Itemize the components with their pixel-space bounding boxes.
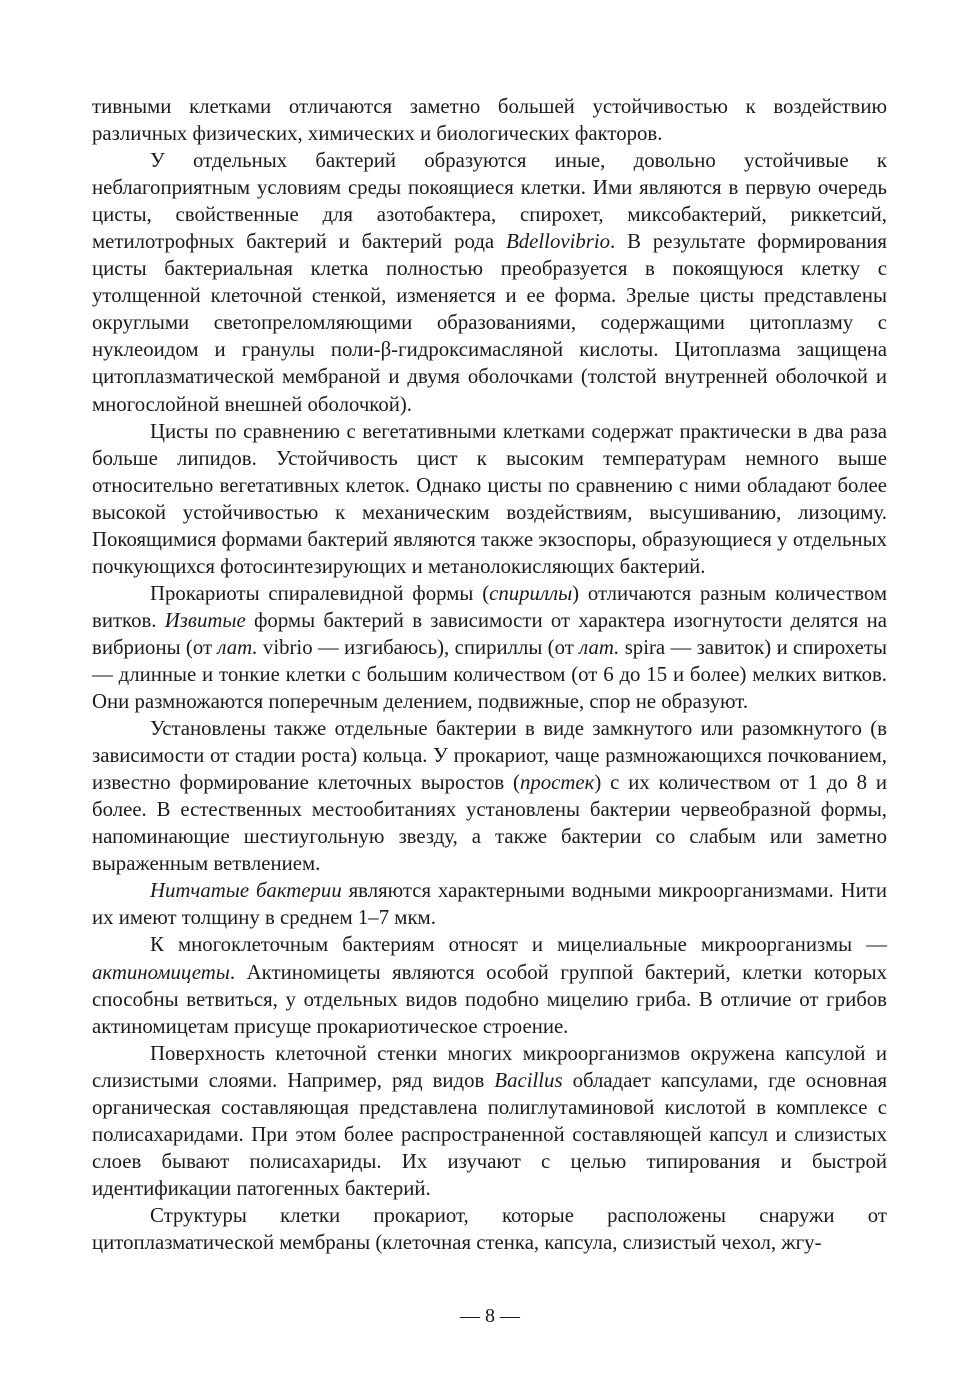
paragraph	[92, 877, 887, 931]
italic-term: Bdellovibrio	[506, 230, 611, 254]
text-run: Структуры клетки прокариот, которые расположены снаружи от цитоплазматической мембраны (клеточная стенка, капсула, слизистый чехол, жгу-	[92, 1203, 887, 1254]
paragraph	[92, 580, 887, 715]
text-run: обладает капсулами, где основная органическая составляющая представлена полиглутаминовой кислотой в комплексе с полисахаридами. При этом более распространенной составляющей капсул и слизистых слоев бывают полисахариды. Их изучают с целью типирования и быстрой идентификации патогенных бактерий.	[92, 1068, 888, 1200]
page-body	[92, 93, 887, 1256]
paragraph	[92, 931, 887, 1039]
italic-term: актиномицеты	[92, 960, 230, 984]
text-run: . Актиномицеты являются особой группой бактерий, клетки которых способны ветвиться, у отдельных видов подобно мицелию гриба. В отличие от грибов актиномицетам присуще прокариотическое строение.	[92, 960, 887, 1038]
text-run: Цисты по сравнению с вегетативными клетками содержат практически в два раза больше липидов. Устойчивость цист к высоким температурам немного выше относительно вегетативных клеток. Однако цисты по сравнению с ними обладают более высокой устойчивостью к механическим воздействиям, высушиванию, лизоциму. Покоящимися формами бактерий являются также экзоспоры, образующиеся у отдельных почкующихся фотосинтезирующих и метанолокисляющих бактерий.	[92, 419, 887, 578]
paragraph	[92, 93, 887, 147]
paragraph	[92, 715, 887, 877]
paragraph	[92, 1202, 887, 1256]
paragraph	[92, 418, 887, 580]
italic-term: лат.	[217, 635, 258, 659]
text-run: Поверхность клеточной стенки многих микроорганизмов окружена капсулой и слизистыми слоями. Например, ряд видов	[92, 1041, 887, 1092]
text-run: формы бактерий в зависимости от характера изогнутости делятся на вибрионы (от	[92, 608, 887, 659]
italic-term: спириллы	[489, 581, 573, 605]
paragraph	[92, 1040, 887, 1202]
italic-term: Извитые	[164, 608, 246, 632]
page-number: — 8 —	[460, 1305, 520, 1327]
text-run: являются характерными водными микроорганизмами. Нити их имеют толщину в среднем 1–7 мкм.	[92, 879, 887, 930]
text-run: К многоклеточным бактериям относят и мицелиальные микроорганизмы —	[150, 933, 887, 957]
text-run: spira — завиток) и спирохеты — длинные и тонкие клетки с большим количеством (от 6 до 15 и более) мелких витков. Они размножаются поперечным делением, подвижные, спор не образуют.	[92, 635, 887, 714]
text-run: тивными клетками отличаются заметно большей устойчивостью к воздействию различных физических, химических и биологических факторов.	[92, 95, 887, 146]
text-run: ) с их количеством от 1 до 8 и более. В естественных местообитаниях установлены бактерии червеобразной формы, напоминающие шестиугольную звезду, а также бактерии со слабым или заметно выраженным ветвлением.	[92, 771, 888, 876]
text-run: vibrio — изгибаюсь), спириллы (от	[257, 635, 580, 659]
italic-term: Нитчатые бактерии	[150, 879, 342, 903]
text-run: Прокариоты спиралевидной формы (	[150, 581, 490, 605]
text-run: . В результате формирования цисты бактериальная клетка полностью преобразуется в покоящуюся клетку с утолщенной клеточной стенкой, изменяется и ее форма. Зрелые цисты представлены округлыми светопреломляющими образованиями, содержащими цитоплазму с нуклеоидом и гранулы поли-β-гидроксимасляной кислоты. Цитоплазма защищена цитоплазматической мембраной и двумя оболочками (толстой внутренней оболочкой и многослойной внешней оболочкой).	[92, 230, 887, 416]
italic-term: простек	[519, 771, 595, 795]
text-run: ) отличаются разным количеством витков.	[92, 581, 887, 632]
italic-term: лат.	[579, 635, 620, 659]
text-run: Установлены также отдельные бактерии в виде замкнутого или разомкнутого (в зависимости от стадии роста) кольца. У прокариот, чаще размножающихся почкованием, известно формирование клеточных выростов (	[92, 717, 887, 795]
paragraph	[92, 147, 887, 417]
italic-term: Bacillus	[494, 1068, 563, 1092]
text-run: У отдельных бактерий образуются иные, довольно устойчивые к неблагоприятным условиям среды покоящиеся клетки. Ими являются в первую очередь цисты, свойственные для азотобактера, спирохет, миксобактерий, риккетсий, метилотрофных бактерий и бактерий рода	[92, 149, 887, 254]
